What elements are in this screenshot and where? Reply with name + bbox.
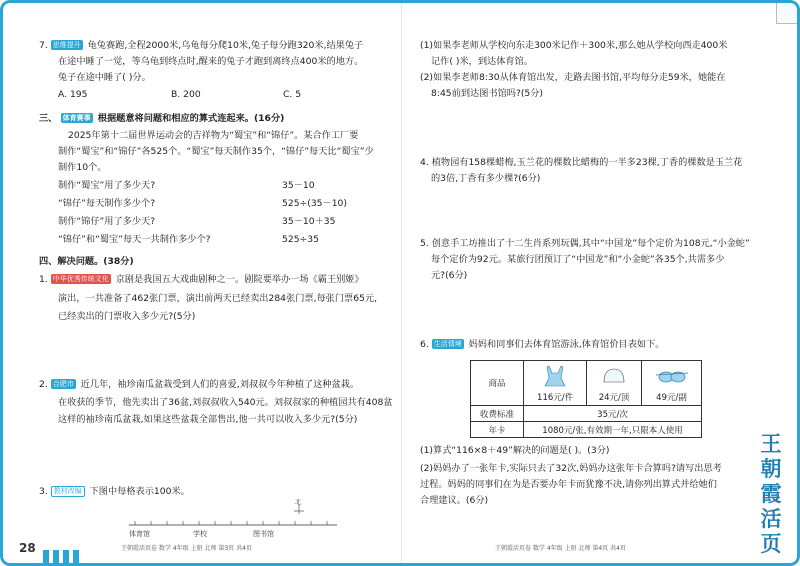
table-item-cap: 24元/顶 [587, 361, 642, 406]
bottom-stripes [43, 549, 93, 563]
problem1-line3: 已经卖出的门票收入多少元?(5分) [58, 311, 196, 322]
q7-line3: 兔子在途中睡了( )分。 [58, 72, 151, 83]
table-row [471, 406, 702, 422]
q7-tag: 思维提升 [52, 41, 81, 49]
table-row [471, 361, 702, 406]
problem3-sub2-line1: (2)如果李老师8:30从体育馆出发，走路去图书馆,平均每分走59米，她能在 [420, 72, 726, 83]
q7-option-b: B. 200 [171, 89, 201, 100]
q7-text1: 龟兔赛跑,全程2000米,乌龟每分爬10米,兔子每分跑320米,结果兔子 [87, 40, 364, 51]
match-question-3: 制作“锦仔”用了多少天? [58, 216, 156, 227]
map-label-school: 学校 [193, 530, 207, 538]
goggles-icon [655, 364, 689, 388]
right-footer: 王朝霞活页卷 数学 4年级 上册 北师 第4页 共4页 [495, 545, 626, 552]
table-label-goods: 商品 [471, 361, 524, 406]
problem1-line1: 1. 中华优秀传统文化 京剧是我国五大戏曲剧种之一。剧院要举办一场《霸王别姬》 [39, 274, 364, 285]
problem6-q1: (1)算式“116×8＋49”解决的问题是( )。(3分) [420, 445, 610, 456]
section3-para2: 制作“蜀宝”和“锦仔”各525个。“蜀宝”每天制作35个，“锦仔”每天比“蜀宝”少 [58, 146, 374, 157]
problem3-sub2-line2: 8:45前到达图书馆吗?(5分) [431, 88, 544, 99]
match-question-2: “锦仔”每天制作多少个? [58, 198, 156, 209]
problem6-line1: 6. 生活情境 妈妈和同事们去体育馆游泳,体育馆价目表如下。 [420, 339, 665, 350]
page-number: 28 [19, 541, 36, 555]
swimsuit-icon [540, 364, 570, 388]
column-divider [401, 3, 402, 566]
table-item-goggles: 49元/副 [642, 361, 702, 406]
match-question-1: 制作“蜀宝”用了多少天? [58, 180, 156, 191]
swim-cap-icon [599, 364, 629, 388]
problem5-line1: 5. 创意手工坊推出了十二生肖系列玩偶,其中“中国龙”每个定价为108元,“小金蛇” [420, 238, 750, 249]
problem2-tag: 合肥市 [52, 380, 74, 388]
table-label-fee: 收费标准 [471, 406, 524, 422]
match-question-4: “锦仔”和“蜀宝”每天一共制作多少个? [58, 234, 211, 245]
route-map [123, 499, 343, 539]
q7-option-a: A. 195 [58, 89, 88, 100]
problem2-line3: 这样的袖珍南瓜盆栽,如果这些盆栽全部售出,他一共可以收入多少元?(5分) [58, 414, 358, 425]
problem3-line1: 3. 教材改编 下图中每格表示100米。 [39, 486, 190, 497]
section4-title: 四、解决问题。(38分) [39, 256, 134, 267]
q7-line1 [39, 40, 363, 52]
price-table [470, 360, 702, 438]
problem6-q2-line1: (2)妈妈办了一张年卡,实际只去了32次,妈妈办这张年卡合算吗?请写出思考 [420, 463, 722, 474]
q7-number: 7. [39, 40, 48, 51]
problem1-tag: 中华优秀传统文化 [52, 275, 109, 283]
problem5-line2: 每个定价为92元。某旅行团预订了“中国龙”和“小金蛇”各35个,共需多少 [431, 254, 725, 265]
problem2-line1: 2. 合肥市 近几年，袖珍南瓜盆栽受到人们的喜爱,刘叔叔今年种植了这种盆栽。 [39, 379, 360, 390]
table-label-annual-card: 年卡 [471, 422, 524, 438]
problem3-sub1-line1: (1)如果李老师从学校向东走300米记作＋300米,那么她从学校向西走400米 [420, 40, 728, 51]
problem6-q2-line2: 过程。妈妈的同事们在为是否要办年卡而犹豫不决,请你列出算式并给她们 [420, 479, 717, 490]
problem4-line1: 4. 植物园有158棵蜡梅,玉兰花的棵数比蜡梅的一半多23棵,丁香的棵数是玉兰花 [420, 157, 743, 168]
table-fee-value: 35元/次 [524, 406, 702, 422]
problem3-tag: 教材改编 [51, 486, 85, 497]
table-annual-card-value: 1080元/张,有效期一年,只限本人使用 [524, 422, 702, 438]
problem5-line3: 元?(6分) [431, 270, 468, 281]
match-formula-3: 35－10＋35 [282, 216, 336, 227]
map-label-gym: 体育馆 [129, 530, 150, 538]
map-label-library: 图书馆 [253, 530, 274, 538]
q7-option-c: C. 5 [283, 89, 302, 100]
left-footer: 王朝霞活页卷 数学 4年级 上册 北师 第3页 共4页 [121, 545, 252, 552]
match-formula-1: 35－10 [282, 180, 315, 191]
problem6-q2-line3: 合理建议。(6分) [420, 495, 489, 506]
table-row [471, 422, 702, 438]
problem2-line2: 在收获的季节，他先卖出了36盆,刘叔叔收入540元。刘叔叔家的种植园共有408盆 [58, 397, 393, 408]
section3-title: 三、 体育赛事 根据题意将问题和相应的算式连起来。(16分) [39, 113, 285, 124]
table-item-swimsuit: 116元/件 [524, 361, 587, 406]
section3-para1: 2025年第十二届世界运动会的吉祥物为“蜀宝”和“锦仔”。某合作工厂要 [68, 130, 359, 141]
q7-line2: 在途中睡了一觉，等乌龟到终点时,醒来的兔子才跑到离终点400米的地方。 [58, 56, 364, 67]
section3-para3: 制作10个。 [58, 162, 107, 173]
brand-logo: 王朝霞活页 [760, 431, 782, 556]
problem1-line2: 演出，一共准备了462张门票，演出前两天已经卖出284张门票,每张门票65元, [58, 293, 378, 304]
problem3-sub1-line2: 记作( )米，到达体育馆。 [431, 56, 533, 67]
north-label: 北 [295, 499, 302, 506]
match-formula-2: 525÷(35－10) [282, 198, 347, 209]
problem4-line2: 的3倍,丁香有多少棵?(6分) [431, 173, 541, 184]
match-formula-4: 525÷35 [282, 234, 319, 245]
problem6-tag: 生活情境 [433, 340, 462, 348]
section3-tag: 体育赛事 [62, 114, 91, 122]
page-corner [776, 3, 797, 24]
